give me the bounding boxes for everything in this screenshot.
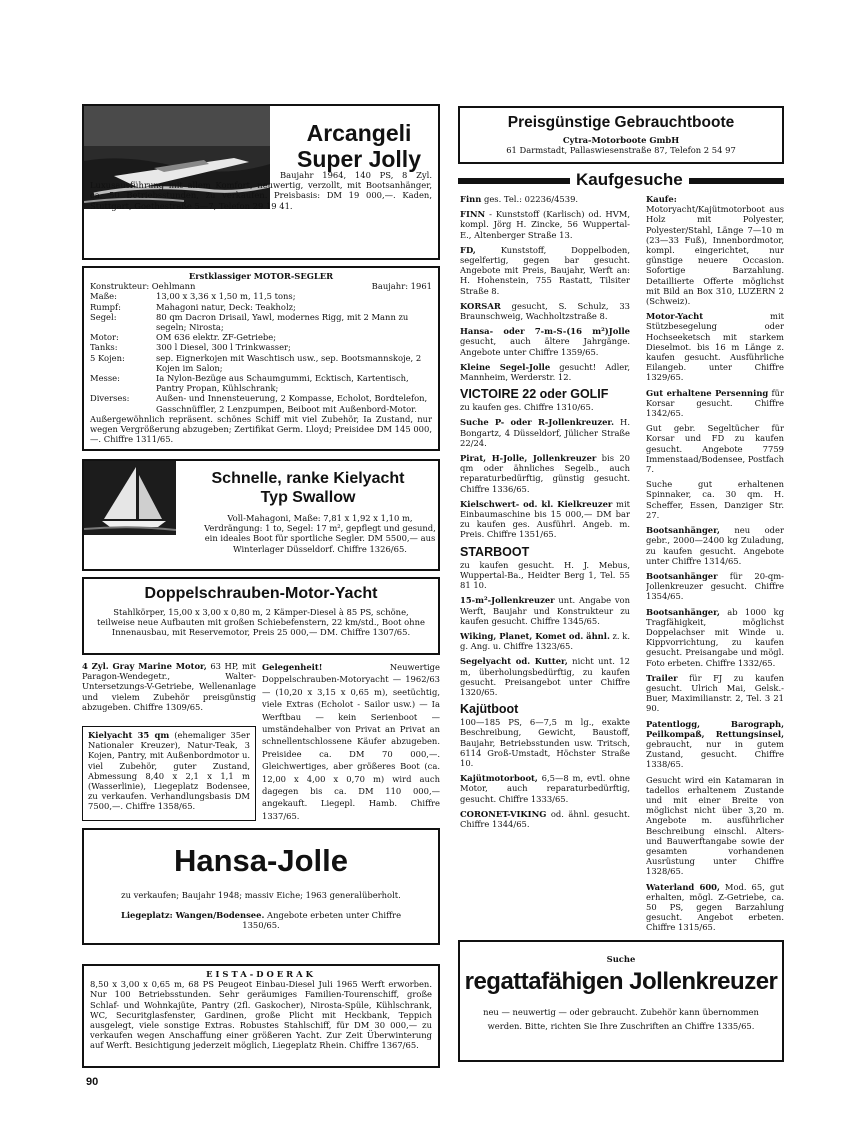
spec-value: 300 l Diesel, 300 l Trinkwasser;	[156, 342, 291, 353]
classified-text: Gesucht wird ein Katamaran in tadellos erhaltenem Zustande und mit einer Breite von möglichst nicht über 3,20 m. Angebote m. ausführlicher Beschreibung einschl. Alters- und Bauwerftangabe sowie der gesamten vorhandenen Ausrüstung unter Chiffre 1328/65.	[646, 774, 784, 877]
classified-keyword: FINN	[460, 209, 486, 220]
arcangeli-title	[284, 120, 434, 172]
doppelschrauben-title: Doppelschrauben-Motor-Yacht	[144, 585, 378, 602]
spec-key: Motor:	[90, 332, 119, 343]
classified-keyword: Trailer	[646, 672, 678, 683]
regatta-body: neu — neuwertig — oder gebraucht. Zubehör kann übernommen werden. Bitte, richten Sie Ihre Zuschriften an Chiffre 1335/65.	[483, 1007, 759, 1031]
classified-keyword: FD,	[460, 244, 476, 255]
classified-keyword: Bootsanhänger	[646, 570, 718, 581]
kaufgesuche-header	[458, 170, 784, 189]
swallow-title-2: Typ Swallow	[260, 489, 356, 506]
motorsegler-spec-row	[90, 393, 432, 413]
kaufgesuche-column-2	[646, 194, 784, 934]
motorsegler-builder: Konstrukteur: Oehlmann	[90, 281, 196, 292]
classified-keyword: Kaufe:	[646, 194, 677, 204]
classified-keyword: Finn	[460, 194, 482, 204]
hansa-jolle-title: Hansa-Jolle	[173, 843, 348, 878]
motorsegler-spec-row	[90, 302, 432, 312]
hansa-jolle-liegeplatz: Liegeplatz: Wangen/Bodensee.	[120, 910, 265, 921]
classified-heading: VICTOIRE 22 oder GOLIF	[460, 387, 609, 402]
motorsegler-spec-row	[90, 373, 432, 393]
classified-text: für FJ zu kaufen gesucht. Ulrich Mai, Gelsk.-Buer, Maximilianstr. 2, Tel. 3 21 90.	[646, 672, 784, 714]
classified-item	[460, 326, 630, 357]
classified-item	[646, 388, 784, 419]
classified-item	[646, 423, 784, 474]
motorsegler-specs	[90, 291, 432, 413]
classified-keyword: Wiking, Planet, Komet od. ähnl.	[460, 630, 610, 641]
motorsegler-year: Baujahr: 1961	[371, 281, 432, 292]
doppelschrauben-body: Stahlkörper, 15,00 x 3,00 x 0,80 m, 2 Kämper-Diesel à 85 PS, schöne, teilweise neue Aufbauten mit großen Schiebefenstern, 22 km/std., Boot ohne Innenausbau, mit Reservemotor, Preis 25 000,— DM. Chiffre 1307/65.	[97, 607, 425, 638]
spec-value: Außen- und Innensteuerung, 2 Kompasse, Echolot, Bordtelefon, Gasschnüffler, 2 Lenzpumpen, Beiboot mit Außenbord-Motor.	[156, 393, 428, 414]
gelegenheit-text: Neuwertige Doppelschrauben-Motoryacht — 1962/63 — (10,20 x 3,15 x 0,65 m), seetüchtig, viele Extras (Echolot - Sailor usw.) — Ia Werftbau — kein Serienboot — umständehalber von Privat an Privat an schnellentschlossene Käufer abzugeben. Preisidee ca. DM 70 000,—. Gleichwertiges, aber größeres Boot (ca. 12,00 x 4,00 x 0,70 m) wird auch dagegen bis ca. DM 110 000,— angekauft. Liegepl. Hamb. Chiffre 1337/65.	[262, 662, 440, 821]
classified-item	[460, 417, 630, 448]
classified-item	[646, 775, 784, 877]
spec-key: Messe:	[90, 373, 120, 384]
classified-text: Suche gut erhaltenen Spinnaker, ca. 30 qm. H. Scheffer, Essen, Danziger Str. 27.	[646, 479, 784, 520]
motorsegler-spec-row	[90, 332, 432, 342]
classified-item	[460, 631, 630, 651]
eista-doerak-body: 8,50 x 3,00 x 0,65 m, 68 PS Peugeot Einbau-Diesel Juli 1965 Werft erworben. Nur 100 Betriebsstunden. Sehr geräumiges Familien-Tourenschiff, große Schlaf- und Wohnkajüte, Pantry (2fl. Gaskocher), Nirosta-Spüle, Kühlschrank, WC, Securitglasfenster, Gardinen, große Plicht mit Heckbank, Teppich ausgelegt, viele sonstige Extras. Robustes Stahlschiff, für DM 30 000,— zu verkaufen wegen Anschaffung einer größeren Yacht. Zur Zeit Überwinterung auf Werft. Besichtigung jederzeit möglich, Liegeplatz Rhein. Chiffre 1367/65.	[90, 979, 432, 1051]
classified-item	[460, 362, 630, 382]
regatta-title: regattafähigen Jollenkreuzer	[464, 968, 778, 996]
page-number: 90	[86, 1076, 99, 1088]
classified-text: zu kaufen gesucht. H. J. Mebus, Wuppertal-Ba., Heidter Berg 1, Tel. 55 81 10.	[460, 559, 630, 591]
cytra-title: Preisgünstige Gebrauchtboote	[507, 114, 735, 131]
classified-text: 100—185 PS, 6—7,5 m lg., exakte Beschreibung, Gewicht, Baustoff, Baujahr, Betriebsstunden usw. Tritsch, 6114 Groß-Umstadt, Höchster Straße 10.	[460, 717, 630, 768]
regatta-label: Suche	[606, 954, 636, 964]
classified-item	[646, 882, 784, 933]
classified-text: gesucht, auch ältere Jahrgänge. Angebote unter Chiffre 1359/65.	[460, 336, 630, 357]
motorsegler-builder-row	[90, 281, 432, 291]
motorsegler-title: Erstklassiger MOTOR-SEGLER	[188, 271, 334, 281]
kaufgesuche-title: Kaufgesuche	[570, 170, 689, 190]
classified-item	[460, 209, 630, 240]
classified-keyword: CORONET-VIKING	[460, 808, 547, 819]
kielyacht-text: (ehemaliger 35er Nationaler Kreuzer), Natur-Teak, 3 Kojen, Pantry, mit Außenbordmotor u. viel Zubehör, guter Zustand, Abmessung 8,40 x 2,1 x 1,1 m (Wasserlinie), Liegeplatz Bodensee, zu verkaufen. Verhandlungsbasis DM 7500,—. Chiffre 1358/65.	[88, 730, 250, 812]
classified-item	[646, 571, 784, 602]
spec-value: Ia Nylon-Bezüge aus Schaumgummi, Ecktisch, Kartentisch, Pantry Propan, Kühlschrank;	[156, 373, 409, 394]
motorsegler-spec-row	[90, 353, 432, 373]
classified-item	[460, 194, 630, 204]
classified-keyword: Motor-Yacht	[646, 311, 704, 322]
classified-text: z. k. g. Ang. u. Chiffre 1323/65.	[460, 630, 630, 652]
classified-item	[460, 656, 630, 697]
classified-heading: STARBOOT	[460, 544, 530, 559]
motorsegler-footer: Außergewöhnlich repräsent. schönes Schiff mit viel Zubehör, Ia Zustand, nur wegen Vergrößerung abzugeben; Zertifikat Germ. Lloyd; Preisidee DM 145 000,—. Chiffre 1311/65.	[90, 413, 432, 445]
classified-item	[646, 194, 784, 306]
regatta-ad	[458, 940, 784, 1062]
classified-heading: Kajütboot	[460, 702, 519, 717]
motorsegler-ad	[82, 266, 440, 451]
classified-keyword: Suche P- oder R-Jollenkreuzer.	[460, 417, 614, 428]
eista-doerak-ad	[82, 964, 440, 1068]
classified-keyword: Kielschwert- od. kl. Kielkreuzer	[460, 498, 613, 509]
motorsegler-spec-row	[90, 312, 432, 332]
cytra-ad	[458, 106, 784, 164]
classified-keyword: Gut erhaltene Persenning	[646, 387, 769, 398]
arcangeli-title-2: Super Jolly	[297, 146, 421, 172]
spec-value: sep. Eignerkojen mit Waschtisch usw., sep. Bootsmannskoje, 2 Kojen im Salon;	[156, 352, 422, 373]
kaufgesuche-column-1	[460, 194, 630, 934]
classified-text: unt. Angabe von Werft, Baujahr und Konstrukteur zu kaufen gesucht. Chiffre 1345/65.	[460, 595, 630, 626]
classified-text: od. ähnl. gesucht. Chiffre 1344/65.	[460, 808, 630, 829]
classified-item	[460, 499, 630, 540]
classified-keyword: Kleine Segel-Jolle	[460, 361, 551, 372]
classified-item	[646, 607, 784, 668]
sailboat-image	[84, 461, 176, 535]
hansa-jolle-line1: zu verkaufen; Baujahr 1948; massiv Eiche; 1963 generalüberholt.	[121, 890, 401, 900]
classified-item	[460, 245, 630, 296]
classified-text: 6,5—8 m, evtl. ohne Motor, auch reparaturbedürftig, gesucht. Chiffre 1333/65.	[460, 773, 630, 804]
gelegenheit-item	[262, 661, 440, 821]
classified-text: ab 1000 kg Tragfähigkeit, möglichst Doppelachser mit Winde u. Kippvorrichtung, zu kaufen gesucht. Preisangabe und mögl. Foto erbeten. Chiffre 1332/65.	[646, 606, 784, 668]
gray-marine-head: 4 Zyl. Gray Marine Motor,	[82, 661, 207, 671]
classified-item	[646, 525, 784, 566]
classified-keyword: Waterland 600,	[646, 881, 720, 892]
eista-doerak-title: EISTA-DOERAK	[206, 969, 316, 979]
spec-key: Rumpf:	[90, 301, 121, 312]
classified-item	[646, 673, 784, 714]
classified-item	[646, 719, 784, 770]
classified-item	[460, 809, 630, 829]
classified-text: ges. Tel.: 02236/4539.	[481, 194, 579, 204]
classified-text: für Korsar gesucht. Chiffre 1342/65.	[646, 387, 784, 419]
classified-item	[460, 453, 630, 494]
spec-value: 13,00 x 3,36 x 1,50 m, 11,5 tons;	[156, 291, 296, 302]
classified-item	[460, 702, 630, 768]
classified-text: Motoryacht/Kajütmotorboot aus Holz mit Polyester, Polyester/Stahl, Länge 7—10 m (23—33 Fuß), Innenbordmotor, kompl. eingerichtet, nur günstige neuere Occasion. Sofortige Barzahlung. Detaillierte Offerte möglichst mit Bild an Box 310, LUZERN 2 (Schweiz).	[646, 204, 784, 307]
classified-item	[460, 387, 630, 412]
classified-text: gesucht, S. Schulz, 33 Braunschweig, Wachholtzstraße 8.	[460, 300, 630, 322]
classified-text: mit Stützbesegelung oder Hochseeketsch mit starkem Dieselmot. bis 16 m Länge z. kaufen gesucht. Ausführliche Eilangeb. unter Chiffre 1329/65.	[646, 311, 784, 383]
classified-keyword: Kajütmotorboot,	[460, 773, 538, 784]
gray-marine-text: 63 HP, mit Paragon-Wendegetr., Walter-Untersetzungs-V-Getriebe, Wellenanlage und vielem Zubehör preisgünstig abzugeben. Chiffre 1309/65.	[82, 661, 256, 712]
classified-item	[460, 595, 630, 626]
swallow-ad	[82, 459, 440, 571]
spec-value: Mahagoni natur, Deck: Teakholz;	[156, 301, 296, 312]
arcangeli-title-1: Arcangeli	[306, 120, 412, 146]
gray-marine-item	[82, 661, 256, 723]
classified-text: Mod. 65, gut erhalten, mögl. Z-Getriebe, ca. 50 PS, gegen Barzahlung gesucht. Angebot erbeten. Chiffre 1315/65.	[646, 881, 784, 933]
hansa-jolle-line2	[84, 910, 438, 930]
classified-text: H. Bongartz, 4 Düsseldorf, Jülicher Straße 22/24.	[460, 417, 630, 448]
classified-keyword: Pirat, H-Jolle, Jollenkreuzer	[460, 453, 597, 464]
doppelschrauben-ad	[82, 577, 440, 655]
kielyacht-ad	[82, 726, 256, 821]
motorsegler-spec-row	[90, 342, 432, 352]
classified-text: Kunststoff, Doppelboden, segelfertig, gegen bar gesucht. Angebote mit Preis, Baujahr, Werft an: H. Hohenstein, 755 Rastatt, Tilsiter Straße 8.	[460, 244, 630, 296]
swallow-body: Voll-Mahagoni, Maße: 7,81 x 1,92 x 1,10 m, Verdrängung: 1 to, Segel: 17 m², gepflegt und gesund, ein ideales Boot für sportliche Segler. DM 5500,— aus Winterlager Düsseldorf. Chiffre 1326/65.	[204, 513, 436, 554]
classified-text: mit Einbaumaschine bis 15 000,— DM bar zu kaufen ges. Ausführl. Angeb. m. Preis. Chiffre 1351/65.	[460, 498, 630, 540]
classified-item	[646, 311, 784, 382]
arcangeli-body: Baujahr 1964, 140 PS, 8 Zyl. Luxusausführung mit allem Komfort, neuwertig, verzollt, mit Bootsanhänger, ca. 50 Betriebsstunden, zu verkaufen. Preisbasis: DM 19 000,—. Kaden, Stuttgart, Goethestraße 5—7, Telefon 29 19 41.	[90, 170, 432, 211]
classified-text: gebraucht, nur in gutem Zustand, gesucht. Chiffre 1338/65.	[646, 738, 784, 770]
classified-text: Gut gebr. Segeltücher für Korsar und FD zu kaufen gesucht. Angebote 7759 Immenstaad/Bodensee, Postfach 7.	[646, 423, 784, 475]
spec-key: 5 Kojen:	[90, 352, 125, 363]
classified-text: neu oder gebr., 2000—2400 kg Zuladung, zu kaufen gesucht. Angebote unter Chiffre 1314/65.	[646, 525, 784, 566]
classified-item	[646, 479, 784, 520]
classified-keyword: Segelyacht od. Kutter,	[460, 656, 568, 667]
cytra-company: Cytra-Motorboote GmbH	[562, 135, 680, 145]
hansa-jolle-ad	[82, 828, 440, 945]
spec-key: Tanks:	[90, 342, 118, 353]
classified-text: für 20-qm-Jollenkreuzer gesucht. Chiffre 1354/65.	[646, 570, 784, 602]
classified-keyword: Bootsanhänger,	[646, 606, 720, 617]
sailboat-photo	[84, 461, 176, 535]
classified-text: - Kunststoff (Karlisch) od. HVM, kompl. Jörg H. Zincke, 56 Wuppertal-E., Altenberger Straße 13.	[460, 209, 630, 240]
swallow-title-1: Schnelle, ranke Kielyacht	[211, 470, 405, 487]
hansa-jolle-chiffre: Angebote erbeten unter Chiffre 1350/65.	[242, 910, 402, 931]
spec-key: Segel:	[90, 311, 117, 322]
classified-keyword: Bootsanhänger,	[646, 525, 720, 536]
spec-value: OM 636 elektr. ZF-Getriebe;	[156, 332, 277, 343]
cytra-address: 61 Darmstadt, Pallaswiesenstraße 87, Telefon 2 54 97	[506, 145, 736, 156]
classified-text: nicht unt. 12 m, überholungsbedürftig, zu kaufen gesucht. Preisangebot unter Chiffre 1320/65.	[460, 656, 630, 697]
spec-value: 80 qm Dacron Drisail, Yawl, modernes Rigg, mit 2 Mann zu segeln; Nirosta;	[156, 311, 409, 333]
classified-item	[460, 301, 630, 321]
classified-keyword: 15-m²-Jollenkreuzer	[460, 595, 555, 606]
classified-text: zu kaufen ges. Chiffre 1310/65.	[460, 402, 594, 413]
motorsegler-spec-row	[90, 291, 432, 301]
classified-keyword: Hansa- oder 7-m-S-(16 m²)Jolle	[460, 326, 630, 337]
spec-key: Maße:	[90, 291, 117, 302]
spec-key: Diverses:	[90, 393, 130, 404]
classified-keyword: KORSAR	[460, 300, 501, 311]
classified-item	[460, 773, 630, 804]
kielyacht-head: Kielyacht 35 qm	[88, 730, 170, 740]
classified-keyword: Patentlogg, Barograph, Peilkompaß, Rettungsinsel,	[646, 718, 784, 739]
arcangeli-ad	[82, 104, 440, 260]
classified-item	[460, 545, 630, 591]
classified-text: gesucht! Adler, Mannheim, Werderstr. 12.	[460, 361, 630, 383]
swallow-title	[180, 469, 436, 507]
classified-text: bis 20 qm oder ähnliches Segelb., auch reparaturbedürftig, günstig gesucht. Chiffre 1336/65.	[460, 453, 630, 494]
gelegenheit-head: Gelegenheit!	[262, 662, 323, 672]
